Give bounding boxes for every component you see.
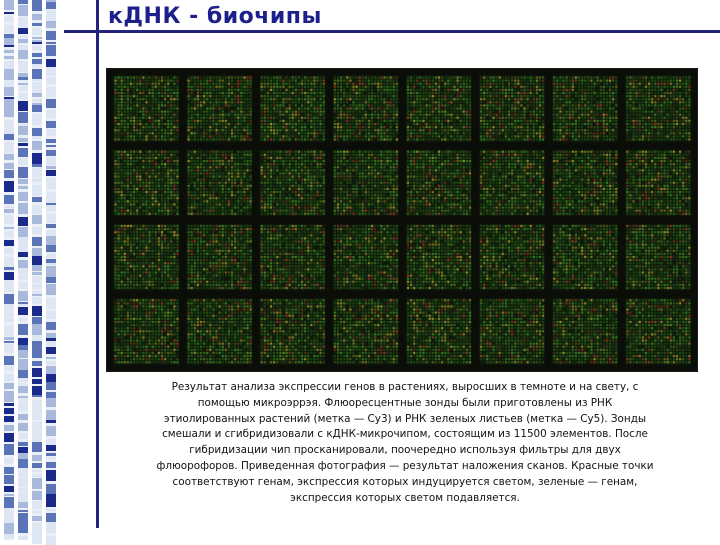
title-underline — [64, 30, 720, 33]
microarray-image — [106, 68, 698, 372]
figure-caption — [108, 380, 702, 506]
caption-line: помощью микроэррэя. Флюоресцентные зонды были приготовлены из РНК — [197, 396, 613, 409]
strip-lane — [46, 0, 56, 540]
caption-line: соответствуют генам, экспрессия которых индуцируется светом, зеленые — генам, — [172, 475, 638, 488]
strip-lane — [4, 0, 14, 540]
caption-line: этиолированных растений (метка — Cy3) и РНК зеленых листьев (метка — Cy5). Зонды — [163, 412, 647, 425]
page-title: кДНК - биочипы — [108, 4, 322, 29]
microarray-canvas — [107, 69, 697, 371]
caption-line: смешали и сгибридизовали с кДНК-микрочипом, состоящим из 11500 элементов. После — [162, 428, 648, 441]
caption-line: флюорофоров. Приведенная фотография — результат наложения сканов. Красные точки — [156, 459, 654, 472]
dna-sequencing-strip — [0, 0, 66, 540]
caption-line: гибридизации чип просканировали, поочередно используя фильтры для двух — [189, 444, 621, 457]
strip-lane — [32, 0, 42, 540]
caption-line: Результат анализа экспрессии генов в растениях, выросших в темноте и на свету, с — [171, 381, 639, 393]
vertical-divider — [96, 0, 99, 528]
strip-lane — [18, 0, 28, 540]
caption-line: экспрессия которых светом подавляется. — [290, 491, 520, 504]
